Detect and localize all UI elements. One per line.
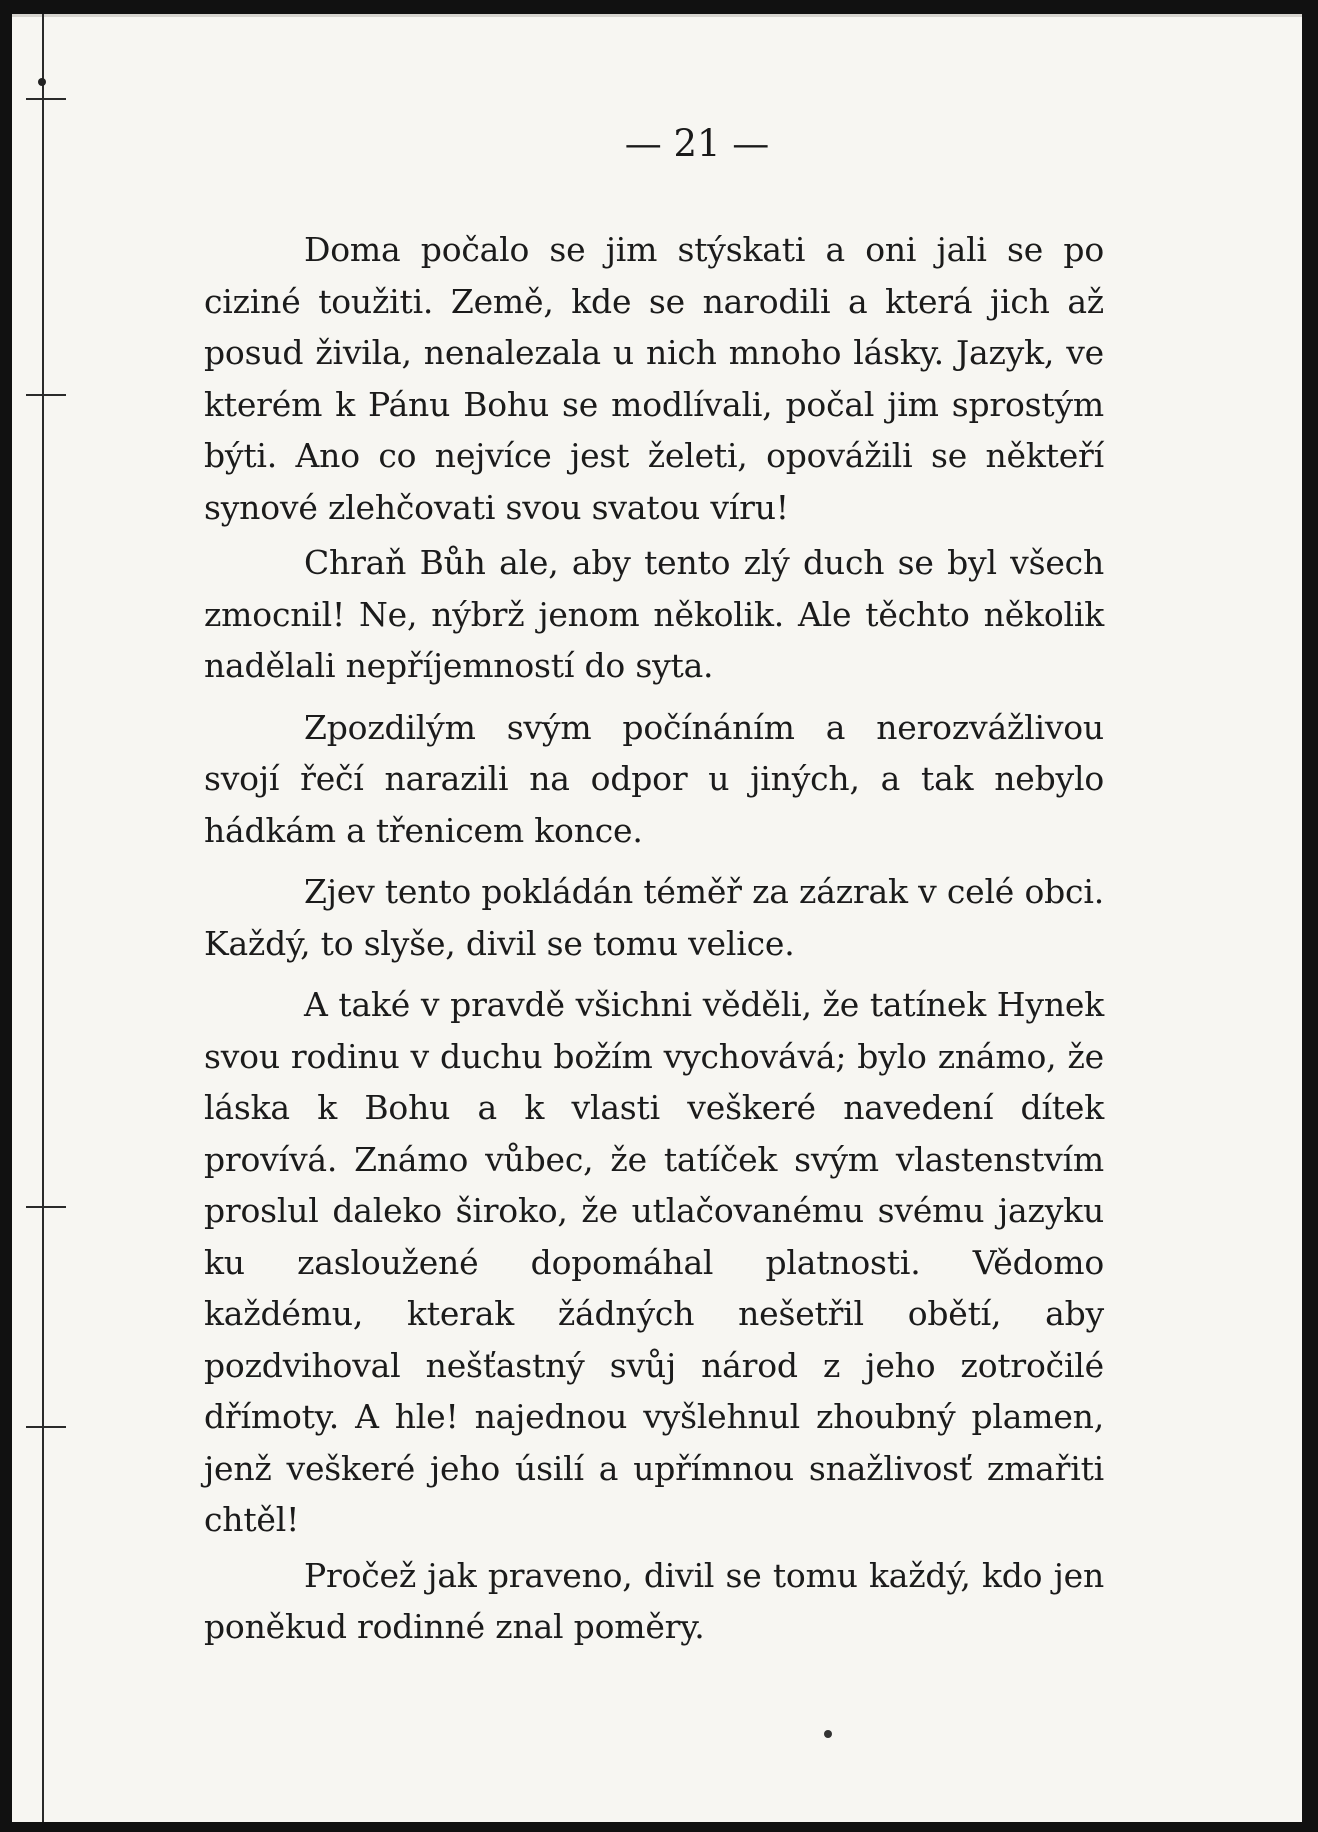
margin-dot <box>38 78 46 86</box>
page-top-edge <box>12 14 1302 17</box>
margin-tick <box>26 394 66 396</box>
binding-margin-rule <box>42 14 44 1822</box>
paragraph: Zjev tento pokládán téměř za zázrak v celé obci. Každý, to slyše, divil se tomu velice. <box>204 872 1104 963</box>
paragraph: A také v pravdě všichni věděli, že tatínek Hynek svou rodinu v duchu božím vychovává; bylo známo, že láska k Bohu a k vlasti veškeré navedení dítek provívá. Známo vůbec, že tatíček svým vlastenstvím proslul daleko široko, že utlačovanému svému jazyku ku zasloužené dopomáhal platnosti. Vědomo každému, kterak žádných nešetřil obětí, aby pozdvihoval nešťastný svůj národ z jeho zotročilé dřímoty. A hle! najednou vyšlehnul zhoubný plamen, jenž veškeré jeho úsilí a upřímnou snažlivosť zmařiti chtěl! <box>204 985 1104 1539</box>
paragraph: Chraň Bůh ale, aby tento zlý duch se byl všech zmocnil! Ne, nýbrž jenom několik. Ale těchto několik nadělali nepříjemností do syta. <box>204 543 1104 685</box>
margin-tick <box>26 1426 66 1428</box>
paragraph: Zpozdilým svým počínáním a nerozvážlivou svojí řečí narazili na odpor u jiných, a tak nebylo hádkám a třenicem konce. <box>204 707 1104 850</box>
body-text <box>204 224 1104 1657</box>
margin-tick <box>26 98 66 100</box>
book-page <box>12 14 1302 1822</box>
ink-dot <box>824 1730 832 1738</box>
margin-tick <box>26 1206 66 1208</box>
page-number: — 21 — <box>624 122 770 165</box>
paragraph: Pročež jak praveno, divil se tomu každý, kdo jen poněkud rodinné znal poměry. <box>204 1555 1104 1646</box>
paragraph: Doma počalo se jim stýskati a oni jali se po ciziné toužiti. Země, kde se narodili a která jich až posud živila, nenalezala u nich mnoho lásky. Jazyk, ve kterém k Pánu Bohu se modlívali, počal jim sprostým býti. Ano co nejvíce jest želeti, opovážili se někteří synové zlehčovati svou svatou víru! <box>204 230 1104 527</box>
